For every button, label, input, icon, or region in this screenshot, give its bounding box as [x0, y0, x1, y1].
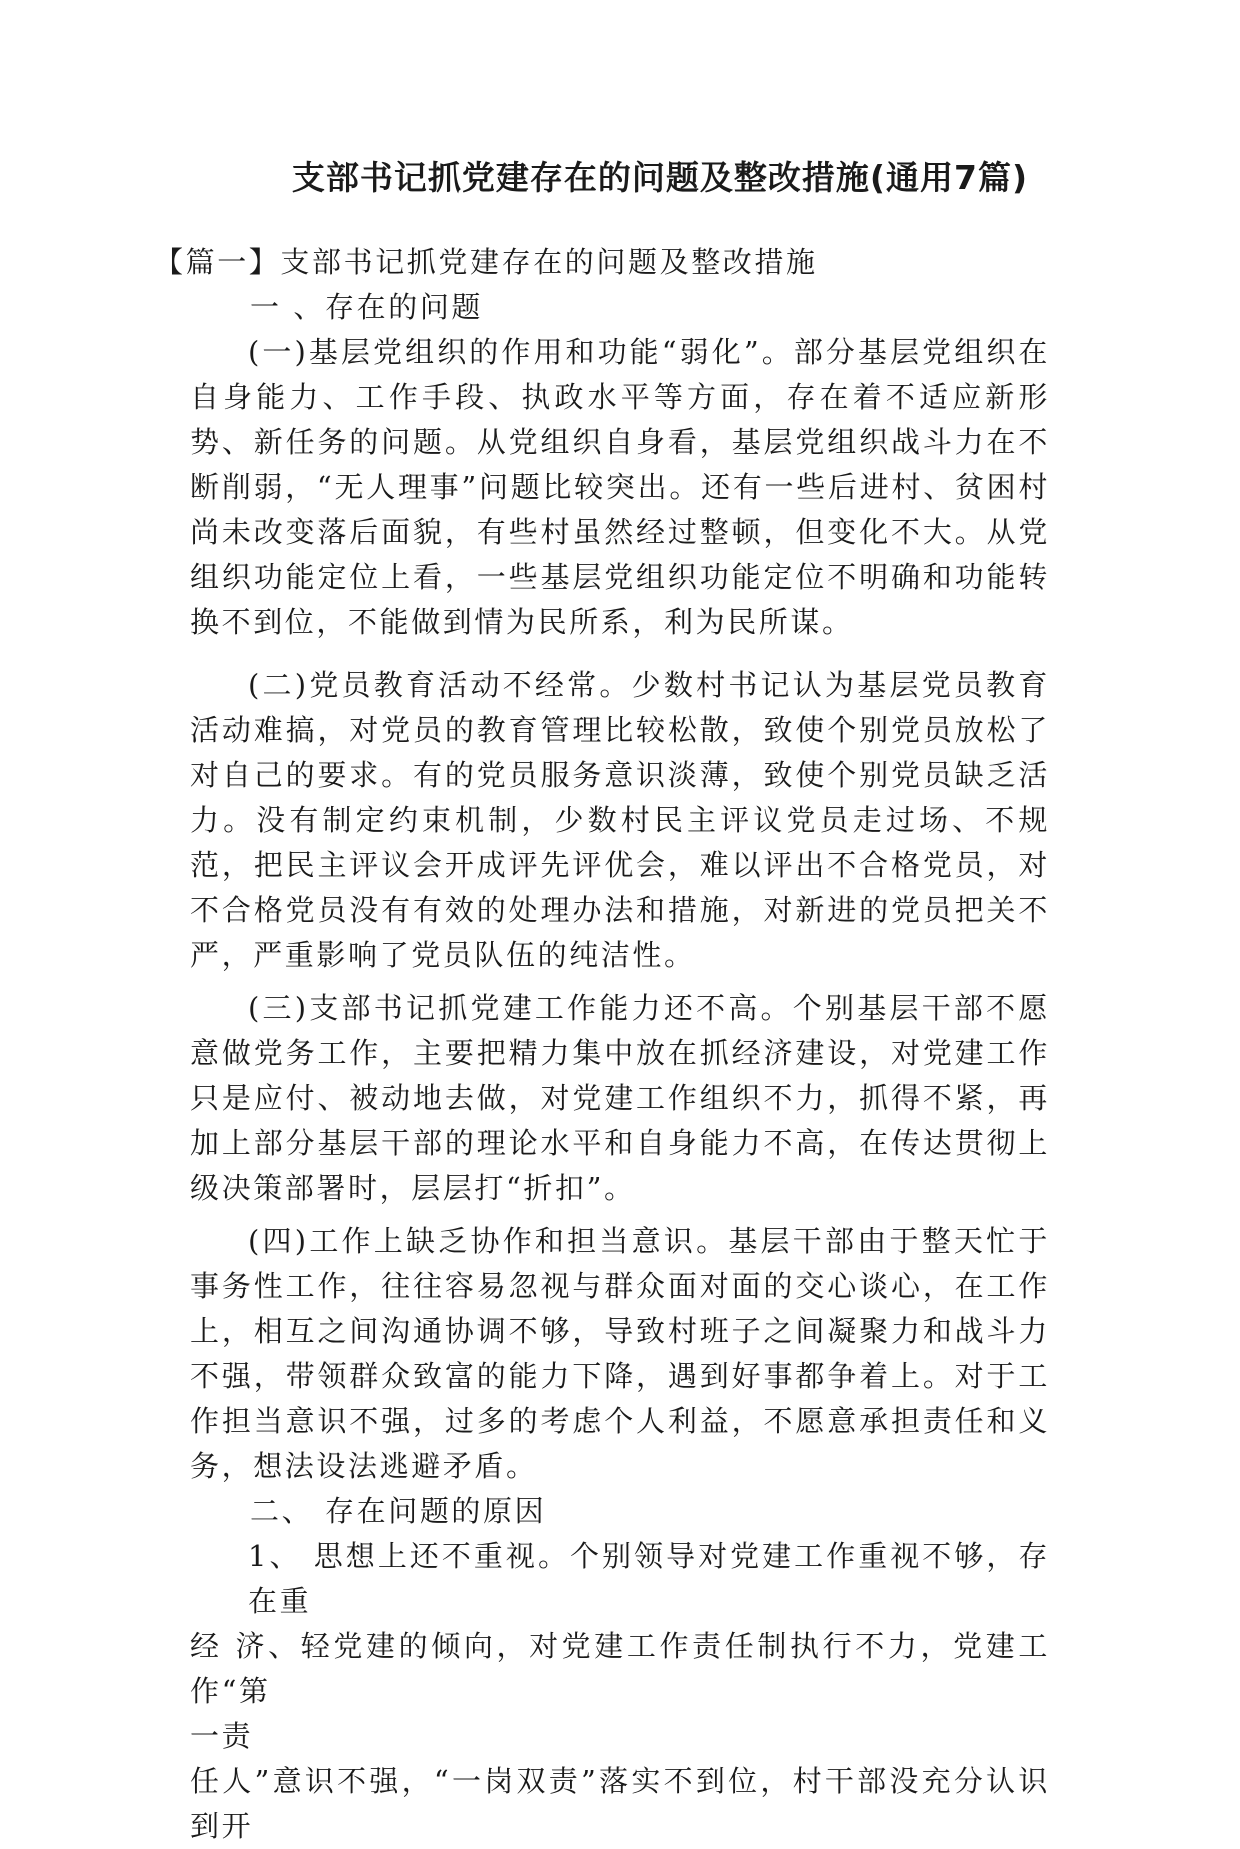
paragraph-5-line-2: 经 济、轻党建的倾向，对党建工作责任制执行不力，党建工作“第: [190, 1629, 1050, 1708]
paragraph-5-line-3: 一责: [190, 1719, 254, 1753]
paragraph-3: (三)支部书记抓党建工作能力还不高。个别基层干部不愿意做党务工作，主要把精力集中放在抓经济建设，对党建工作只是应付、被动地去做，对党建工作组织不力，抓得不紧，再加上部分基层干部的理论水平和自身能力不高，在传达贯彻上级决策部署时，层层打“折扣”。: [190, 991, 1050, 1205]
part2-heading: 二、 存在问题的原因: [250, 1494, 547, 1528]
paragraph-5-line-4: 任人”意识不强，“一岗双责”落实不到位，村干部没充分认识到开: [190, 1764, 1050, 1843]
document-title: 支部书记抓党建存在的问题及整改措施(通用7篇): [291, 158, 1029, 197]
part1-heading: 一 、存在的问题: [250, 290, 484, 324]
paragraph-5-line-1: 1、 思想上还不重视。个别领导对党建工作重视不够，存在重: [248, 1539, 1050, 1618]
paragraph-2: (二)党员教育活动不经常。少数村书记认为基层党员教育活动难搞，对党员的教育管理比较松散，致使个别党员放松了对自己的要求。有的党员服务意识淡薄，致使个别党员缺乏活力。没有制定约束机制，少数村民主评议党员走过场、不规范，把民主评议会开成评先评优会，难以评出不合格党员，对不合格党员没有有效的处理办法和措施，对新进的党员把关不严，严重影响了党员队伍的纯洁性。: [190, 668, 1050, 972]
document-body: [154, 240, 1050, 1849]
paragraph-1: (一)基层党组织的作用和功能“弱化”。部分基层党组织在自身能力、工作手段、执政水平等方面，存在着不适应新形势、新任务的问题。从党组织自身看，基层党组织战斗力在不断削弱，“无人理事”问题比较突出。还有一些后进村、贫困村尚未改变落后面貌，有些村虽然经过整顿，但变化不大。从党组织功能定位上看，一些基层党组织功能定位不明确和功能转换不到位，不能做到情为民所系，利为民所谋。: [190, 335, 1050, 639]
section-heading: 【篇一】支部书记抓党建存在的问题及整改措施: [154, 245, 818, 279]
paragraph-4: (四)工作上缺乏协作和担当意识。基层干部由于整天忙于事务性工作，往往容易忽视与群众面对面的交心谈心，在工作上，相互之间沟通协调不够，导致村班子之间凝聚力和战斗力不强，带领群众致富的能力下降，遇到好事都争着上。对于工作担当意识不强，过多的考虑个人利益，不愿意承担责任和义务，想法设法逃避矛盾。: [190, 1224, 1050, 1483]
